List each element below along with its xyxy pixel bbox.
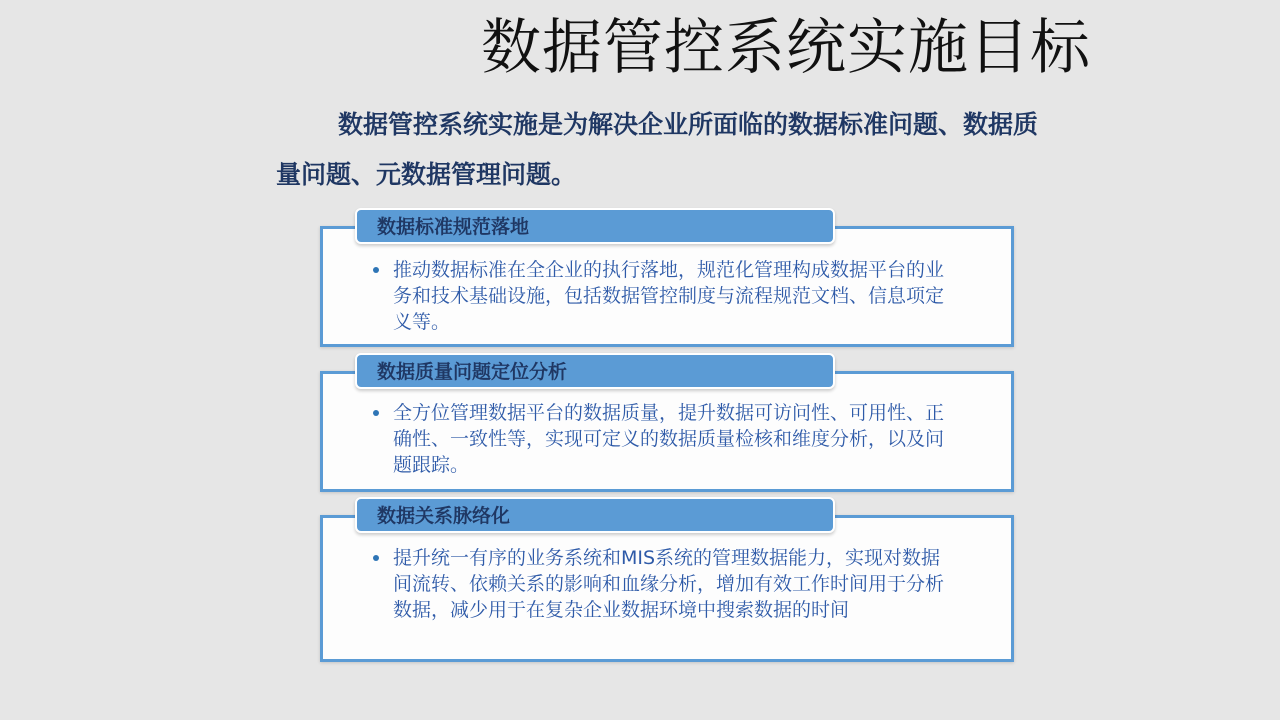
card-standards-heading: 数据标准规范落地 <box>377 216 530 238</box>
card-quality-heading: 数据质量问题定位分析 <box>377 361 568 383</box>
card-quality-text: 全方位管理数据平台的数据质量，提升数据可访问性、可用性、正确性、一致性等，实现可定义的数据质量检核和维度分析，以及问题跟踪。 <box>393 402 945 476</box>
card-lineage-text: 提升统一有序的业务系统和MIS系统的管理数据能力，实现对数据间流转、依赖关系的影响和血缘分析，增加有效工作时间用于分析数据，减少用于在复杂企业数据环境中搜索数据的时间 <box>393 547 945 621</box>
card-lineage-heading: 数据关系脉络化 <box>377 505 511 527</box>
card-standards-header <box>355 208 835 244</box>
card-lineage-header <box>355 497 835 533</box>
card-standards-text: 推动数据标准在全企业的执行落地，规范化管理构成数据平台的业务和技术基础设施，包括数据管控制度与流程规范文档、信息项定义等。 <box>393 259 945 333</box>
bullet-dot-icon <box>373 267 379 273</box>
bullet-dot-icon <box>373 555 379 561</box>
bullet-dot-icon <box>373 410 379 416</box>
card-quality-header <box>355 353 835 389</box>
intro-paragraph: 数据管控系统实施是为解决企业所面临的数据标准问题、数据质量问题、元数据管理问题。 <box>276 110 1039 189</box>
slide-title: 数据管控系统实施目标 <box>481 13 1091 83</box>
